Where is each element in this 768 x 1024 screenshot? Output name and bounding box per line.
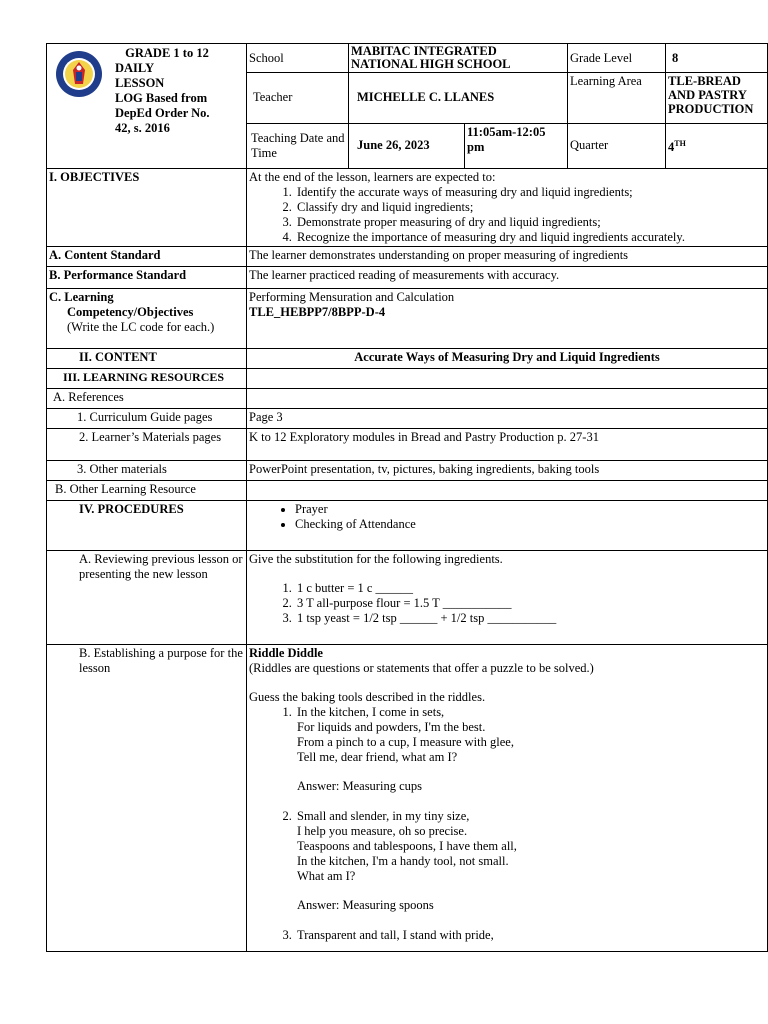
opening-activity: • Prayer — [295, 502, 765, 517]
objective-item: 2. Classify dry and liquid ingredients; — [295, 200, 765, 215]
quarter-value: 4TH — [666, 123, 768, 168]
content-standard-label: A. Content Standard — [47, 247, 247, 267]
riddle-item: 3. Transparent and tall, I stand with pride, — [295, 928, 765, 943]
learning-area-label: Learning Area — [568, 73, 666, 123]
competency-value: Performing Mensuration and Calculation TLE_HEBPP7/8BPP-D-4 — [247, 289, 768, 349]
other-materials-label: 3. Other materials — [47, 461, 247, 481]
review-content: Give the substitution for the following ingredients. 1. 1 c butter = 1 c ______ 2. 3 T all-purpose flour = 1.5 T ___________ 3. 1 tsp yeast = 1/2 tsp ______ + 1/2 tsp ___________ — [247, 551, 768, 645]
references-label: A. References — [47, 389, 247, 409]
riddle-instructions: Guess the baking tools described in the riddles. — [249, 690, 486, 704]
header-title: GRADE 1 to 12 DAILY LESSON LOG Based from DepEd Order No. 42, s. 2016 — [115, 46, 210, 135]
curriculum-guide-value: Page 3 — [247, 409, 768, 429]
teaching-date-label: Teaching Date and Time — [247, 123, 349, 168]
riddle-answer: Answer: Measuring cups — [297, 779, 422, 793]
learners-materials-label: 2. Learner’s Materials pages — [47, 429, 247, 461]
performance-standard-label: B. Performance Standard — [47, 267, 247, 289]
opening-activities-list — [249, 502, 765, 532]
review-label: A. Reviewing previous lesson or presenting the new lesson — [47, 551, 247, 645]
lc-code: TLE_HEBPP7/8BPP-D-4 — [249, 305, 386, 319]
content-standard-value: The learner demonstrates understanding on proper measuring of ingredients — [247, 247, 768, 267]
grade-level-value: 8 — [666, 44, 768, 73]
performance-standard-value: The learner practiced reading of measurements with accuracy. — [247, 267, 768, 289]
objectives-list — [249, 185, 765, 245]
riddle-item: 2. Small and slender, in my tiny size, I help you measure, oh so precise. Teaspoons and tablespoons, I have them all, In the kitchen, I'm a handy tool, not small. What am I? Answer: Measuring spoons — [295, 809, 765, 913]
competency-label: C. Learning Competency/Objectives (Write the LC code for each.) — [47, 289, 247, 349]
opening-activity: • Checking of Attendance — [295, 517, 765, 532]
purpose-label: B. Establishing a purpose for the lesson — [47, 645, 247, 952]
learning-resources-label: III. LEARNING RESOURCES — [47, 369, 247, 389]
teacher-label: Teacher — [247, 73, 349, 123]
procedures-opening — [247, 501, 768, 551]
teaching-time-value: 11:05am-12:05 pm — [465, 123, 568, 168]
riddle-item: 1. In the kitchen, I come in sets, For liquids and powders, I'm the best. From a pinch to a cup, I measure with glee, Tell me, dear friend, what am I? Answer: Measuring cups — [295, 705, 765, 794]
grade-level-label: Grade Level — [568, 44, 666, 73]
purpose-content — [247, 645, 768, 952]
objective-item: 1. Identify the accurate ways of measuring dry and liquid ingredients; — [295, 185, 765, 200]
objective-item: 4. Recognize the importance of measuring dry and liquid ingredients accurately. — [295, 230, 765, 245]
teaching-date-value: June 26, 2023 — [349, 123, 465, 168]
substitution-item: 1. 1 c butter = 1 c ______ — [295, 581, 765, 596]
objectives-content: At the end of the lesson, learners are expected to: 1. Identify the accurate ways of measuring dry and liquid ingredients; 2. Classify dry and liquid ingredients; 3. Demonstrate proper measuring of dry and liquid ingredients; 4. Recognize the importance of measuring dry and liquid ingredients accurately. — [247, 169, 768, 247]
riddle-answer: Answer: Measuring spoons — [297, 898, 434, 912]
curriculum-guide-label: 1. Curriculum Guide pages — [47, 409, 247, 429]
objective-item: 3. Demonstrate proper measuring of dry and liquid ingredients; — [295, 215, 765, 230]
other-resource-label: B. Other Learning Resource — [47, 481, 247, 501]
deped-seal-icon — [55, 50, 103, 98]
other-materials-value: PowerPoint presentation, tv, pictures, baking ingredients, baking tools — [247, 461, 768, 481]
teacher-value: MICHELLE C. LLANES — [349, 73, 568, 123]
substitution-list — [249, 581, 765, 626]
substitution-item: 2. 3 T all-purpose flour = 1.5 T ___________ — [295, 596, 765, 611]
riddle-title: Riddle Diddle — [249, 646, 323, 660]
quarter-label: Quarter — [568, 123, 666, 168]
procedures-label: IV. PROCEDURES — [47, 501, 247, 551]
riddle-description: (Riddles are questions or statements that offer a puzzle to be solved.) — [249, 661, 594, 675]
school-value: MABITAC INTEGRATED NATIONAL HIGH SCHOOL — [349, 44, 568, 73]
header-title-cell — [47, 44, 247, 169]
learners-materials-value: K to 12 Exploratory modules in Bread and Pastry Production p. 27-31 — [247, 429, 768, 461]
substitution-item: 3. 1 tsp yeast = 1/2 tsp ______ + 1/2 tsp ___________ — [295, 611, 765, 626]
content-label: II. CONTENT — [47, 349, 247, 369]
riddle-list — [249, 705, 765, 943]
daily-lesson-log-table — [46, 43, 768, 952]
learning-area-value: TLE-BREAD AND PASTRY PRODUCTION — [666, 73, 768, 123]
objectives-label: I. OBJECTIVES — [47, 169, 247, 247]
school-label: School — [247, 44, 349, 73]
content-value: Accurate Ways of Measuring Dry and Liquid Ingredients — [247, 349, 768, 369]
